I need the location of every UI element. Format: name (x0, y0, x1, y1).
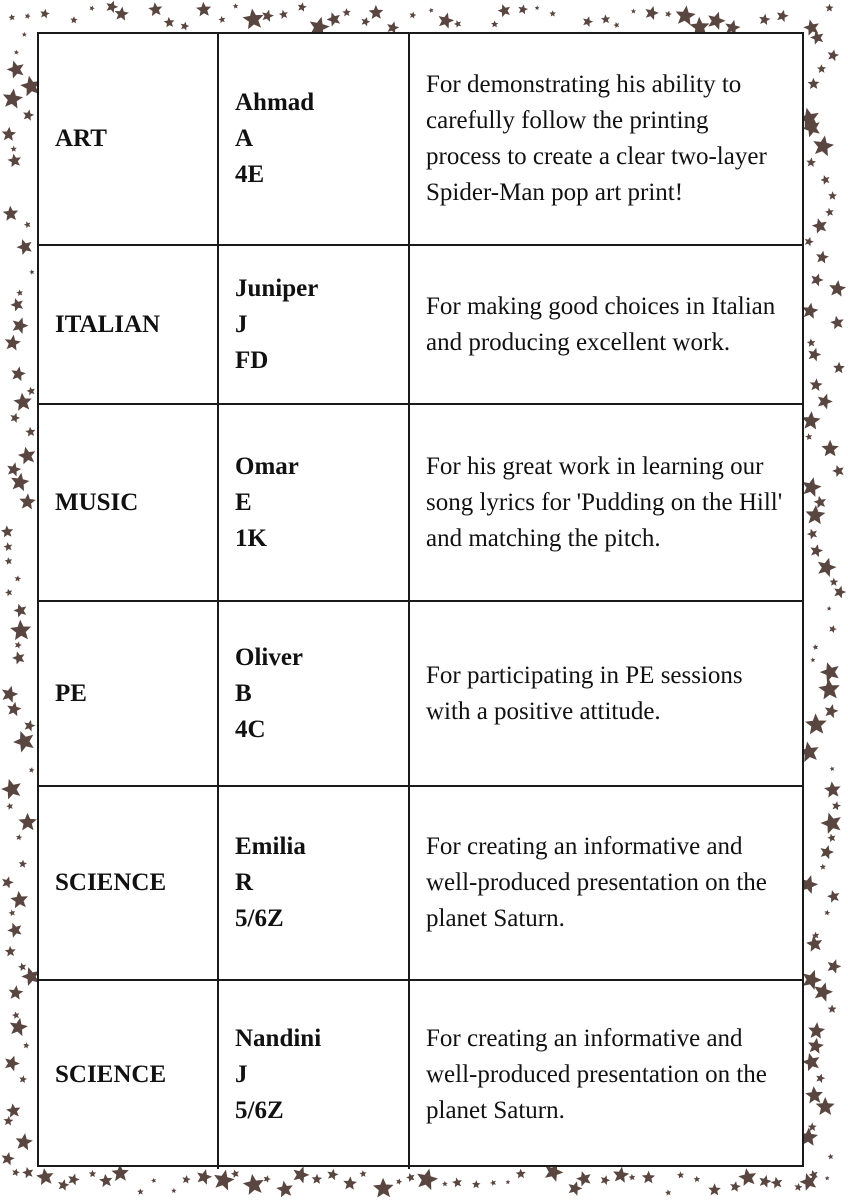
star-icon (823, 702, 840, 718)
star-icon (8, 909, 16, 917)
star-icon (549, 10, 556, 16)
star-icon (28, 767, 35, 773)
star-icon (275, 1179, 294, 1198)
star-icon (35, 1167, 55, 1186)
star-icon (807, 338, 816, 347)
star-icon (5, 58, 27, 79)
reason-line: well-produced presentation on the (426, 869, 767, 896)
star-icon (4, 588, 13, 597)
star-icon (373, 1177, 394, 1197)
star-icon (326, 1168, 340, 1181)
star-icon (729, 1180, 742, 1192)
star-icon (807, 78, 819, 89)
subject-cell: MUSIC (39, 404, 218, 601)
student-cell (218, 980, 409, 1169)
star-icon (18, 813, 37, 831)
reason-line: and matching the pitch. (426, 524, 661, 552)
subject-cell: PE (39, 601, 218, 786)
award-row (39, 404, 802, 601)
star-icon (163, 16, 175, 27)
star-icon (11, 1011, 20, 1020)
star-icon (826, 48, 840, 61)
star-icon (22, 108, 35, 121)
star-icon (805, 1086, 824, 1104)
student-first-name: Omar (235, 452, 299, 480)
star-icon (262, 1174, 271, 1183)
star-icon (3, 1115, 14, 1125)
star-icon (516, 1168, 526, 1178)
star-icon (815, 250, 830, 264)
star-icon (758, 13, 771, 26)
reason-cell (409, 601, 802, 786)
star-icon (179, 21, 190, 31)
star-icon (677, 1171, 685, 1179)
star-icon (342, 8, 351, 17)
star-icon (4, 557, 13, 565)
star-icon (642, 1171, 656, 1184)
award-row (39, 34, 802, 245)
star-icon (15, 834, 22, 841)
student-first-name: Nandini (235, 1025, 322, 1052)
star-icon (11, 1168, 20, 1177)
star-icon (26, 386, 36, 396)
star-icon (818, 678, 841, 700)
student-cell (218, 601, 409, 786)
student-initial: A (235, 125, 254, 152)
reason-line: planet Saturn. (426, 1097, 565, 1124)
star-icon (9, 471, 30, 492)
star-icon (601, 14, 611, 24)
star-icon (89, 1170, 97, 1177)
star-icon (794, 1182, 803, 1191)
star-icon (821, 440, 838, 457)
star-icon (824, 909, 831, 916)
star-icon (5, 946, 17, 957)
star-icon (815, 1072, 827, 1083)
star-icon (5, 1102, 21, 1118)
star-icon (818, 843, 835, 860)
student-cell (218, 404, 409, 601)
reason-line: and producing excellent work. (426, 328, 731, 356)
reason-line: well-produced presentation on the (426, 1061, 767, 1088)
star-icon (6, 700, 23, 716)
star-icon (5, 920, 24, 938)
star-icon (806, 346, 823, 362)
star-icon (1, 525, 14, 538)
reason-cell (409, 786, 802, 980)
star-icon (19, 493, 37, 510)
star-icon (242, 7, 265, 30)
star-icon (813, 495, 828, 509)
student-initial: J (235, 310, 248, 338)
star-icon (10, 315, 31, 335)
star-icon (9, 411, 21, 423)
star-icon (613, 21, 621, 28)
student-initial: J (235, 1061, 248, 1088)
star-icon (8, 1016, 30, 1037)
star-icon (489, 1179, 497, 1187)
star-icon (829, 766, 835, 772)
star-icon (359, 1170, 367, 1178)
star-icon (360, 16, 372, 27)
star-icon (705, 9, 727, 31)
subject-cell: SCIENCE (39, 980, 218, 1169)
student-first-name: Emilia (235, 833, 306, 860)
star-icon (12, 602, 29, 618)
star-icon (757, 1173, 772, 1188)
reason-cell (409, 404, 802, 601)
star-icon (16, 289, 24, 297)
student-class: FD (235, 346, 269, 374)
student-class: 5/6Z (235, 1097, 284, 1124)
star-icon (770, 1176, 784, 1189)
reason-cell (409, 245, 802, 404)
star-icon (694, 1176, 701, 1183)
star-icon (8, 984, 24, 999)
star-icon (581, 15, 594, 28)
star-icon (828, 624, 838, 634)
star-icon (195, 1167, 214, 1185)
star-icon (3, 541, 13, 551)
reason-line: carefully follow the printing (426, 107, 709, 134)
student-first-name: Ahmad (235, 89, 315, 116)
star-icon (628, 1173, 636, 1180)
star-icon (181, 1174, 191, 1184)
star-icon (826, 889, 841, 904)
student-class: 4C (235, 715, 266, 743)
student-initial: E (235, 488, 252, 516)
star-icon (24, 12, 31, 19)
star-icon (496, 2, 512, 18)
star-icon (505, 1179, 510, 1184)
student-cell (218, 786, 409, 980)
star-icon (664, 10, 672, 18)
star-icon (14, 640, 23, 649)
star-icon (806, 157, 816, 167)
star-icon (10, 146, 17, 152)
star-icon (171, 1188, 176, 1193)
student-initial: R (235, 869, 254, 896)
star-icon (825, 207, 835, 217)
star-icon (211, 1167, 236, 1191)
star-icon (29, 269, 35, 275)
star-icon (70, 16, 78, 23)
star-icon (491, 20, 498, 27)
star-icon (57, 1178, 71, 1191)
star-icon (233, 3, 239, 9)
star-icon (25, 426, 36, 437)
star-icon (775, 8, 790, 22)
star-icon (98, 1173, 113, 1187)
star-icon (218, 15, 226, 23)
reason-line: Spider-Man pop art print! (426, 179, 684, 206)
awards-sheet (37, 32, 804, 1167)
star-icon (6, 802, 15, 810)
reason-line: For participating in PE sessions (426, 661, 743, 689)
awards-table (39, 34, 802, 1169)
reason-line: For his great work in learning our (426, 452, 764, 480)
reason-line: planet Saturn. (426, 905, 565, 932)
reason-line: For creating an informative and (426, 833, 743, 860)
award-row (39, 980, 802, 1169)
star-icon (18, 859, 27, 867)
star-icon (1, 126, 16, 141)
star-icon (819, 174, 831, 186)
student-cell (218, 245, 409, 404)
star-icon (1, 87, 24, 109)
star-icon (88, 5, 95, 12)
star-icon (18, 1075, 27, 1084)
star-icon (10, 890, 29, 909)
star-icon (14, 1132, 33, 1151)
star-icon (517, 3, 529, 14)
reason-line: For creating an informative and (426, 1025, 743, 1052)
star-icon (809, 378, 823, 392)
star-icon (14, 575, 21, 582)
star-icon (14, 49, 20, 55)
star-icon (23, 718, 37, 732)
star-icon (823, 780, 841, 797)
reason-line: For demonstrating his ability to (426, 71, 742, 98)
star-icon (825, 957, 843, 974)
star-icon (833, 362, 845, 374)
star-icon (7, 152, 23, 167)
star-icon (737, 1167, 758, 1187)
star-icon (150, 1177, 156, 1183)
star-icon (599, 1174, 611, 1186)
star-icon (23, 220, 32, 229)
subject-cell: SCIENCE (39, 786, 218, 980)
star-icon (23, 1042, 30, 1049)
star-icon (830, 578, 839, 586)
star-icon (17, 445, 38, 465)
star-icon (325, 10, 343, 27)
star-icon (815, 555, 839, 578)
star-icon (405, 1172, 416, 1183)
star-icon (39, 8, 50, 19)
reason-cell (409, 980, 802, 1169)
star-icon (806, 527, 819, 540)
star-icon (5, 461, 22, 477)
student-first-name: Juniper (235, 274, 319, 302)
star-icon (395, 1178, 403, 1185)
star-icon (535, 5, 540, 10)
star-icon (802, 18, 821, 37)
star-icon (820, 864, 827, 870)
star-icon (368, 5, 383, 20)
star-icon (825, 4, 833, 12)
star-icon (196, 1, 212, 16)
student-first-name: Oliver (235, 643, 304, 671)
star-icon (17, 962, 27, 972)
reason-line: For making good choices in Italian (426, 292, 776, 320)
star-icon (137, 1188, 144, 1195)
star-icon (827, 606, 832, 611)
star-icon (22, 32, 27, 37)
star-icon (827, 833, 837, 843)
star-icon (818, 810, 844, 835)
star-icon (2, 1053, 22, 1072)
star-icon (4, 334, 22, 351)
star-icon (409, 11, 417, 19)
award-row (39, 601, 802, 786)
star-icon (242, 1172, 266, 1195)
star-icon (0, 875, 15, 889)
star-icon (831, 463, 846, 478)
star-icon (2, 205, 19, 221)
star-icon (297, 1, 308, 12)
reason-line: with a positive attitude. (426, 697, 661, 725)
star-icon (114, 6, 130, 21)
star-icon (278, 9, 289, 19)
star-icon (665, 1189, 672, 1196)
star-icon (11, 650, 27, 666)
star-icon (818, 659, 843, 683)
star-icon (436, 10, 456, 29)
star-icon (812, 644, 819, 651)
star-icon (807, 1037, 825, 1055)
star-icon (829, 314, 845, 329)
star-icon (805, 713, 828, 735)
star-icon (0, 684, 20, 704)
star-icon (828, 279, 847, 297)
student-class: 5/6Z (235, 905, 284, 932)
star-icon (66, 1172, 81, 1186)
star-icon (10, 727, 37, 754)
star-icon (472, 1180, 481, 1188)
star-icon (708, 1183, 721, 1195)
star-icon (8, 13, 16, 20)
student-class: 4E (235, 161, 265, 188)
star-icon (9, 296, 26, 312)
star-icon (810, 657, 815, 662)
subject-cell: ITALIAN (39, 245, 218, 404)
star-icon (674, 4, 696, 26)
star-icon (827, 1153, 834, 1159)
star-icon (828, 1005, 837, 1013)
star-icon (311, 1174, 322, 1184)
star-icon (803, 236, 815, 247)
star-icon (805, 504, 826, 524)
student-initial: B (235, 679, 252, 707)
star-icon (811, 134, 835, 157)
reason-line: process to create a clear two-layer (426, 143, 767, 170)
star-icon (21, 1166, 35, 1179)
star-icon (810, 216, 828, 234)
star-icon (807, 1021, 825, 1039)
star-icon (832, 584, 848, 599)
star-icon (643, 4, 660, 21)
star-icon (566, 1179, 584, 1196)
award-row (39, 245, 802, 404)
star-icon (825, 1176, 830, 1181)
subject-cell: ART (39, 34, 218, 245)
student-cell (218, 34, 409, 245)
student-class: 1K (235, 524, 267, 552)
star-icon (451, 1177, 463, 1188)
star-icon (442, 1181, 448, 1186)
star-icon (428, 7, 434, 13)
star-icon (831, 800, 842, 811)
star-icon (414, 1166, 440, 1191)
star-icon (809, 543, 824, 558)
star-icon (10, 619, 32, 641)
reason-line: song lyrics for 'Pudding on the Hill' (426, 488, 783, 516)
star-icon (453, 19, 463, 28)
star-icon (0, 776, 24, 800)
star-icon (10, 365, 27, 382)
award-row (39, 786, 802, 980)
reason-cell (409, 34, 802, 245)
star-icon (817, 64, 826, 73)
star-icon (148, 1, 164, 16)
star-icon (809, 271, 825, 287)
star-icon (815, 391, 835, 410)
star-icon (15, 236, 35, 256)
star-icon (805, 433, 813, 441)
star-icon (230, 1169, 240, 1179)
star-icon (343, 1176, 358, 1190)
star-icon (0, 1151, 16, 1166)
star-icon (631, 8, 637, 13)
star-icon (828, 191, 837, 200)
